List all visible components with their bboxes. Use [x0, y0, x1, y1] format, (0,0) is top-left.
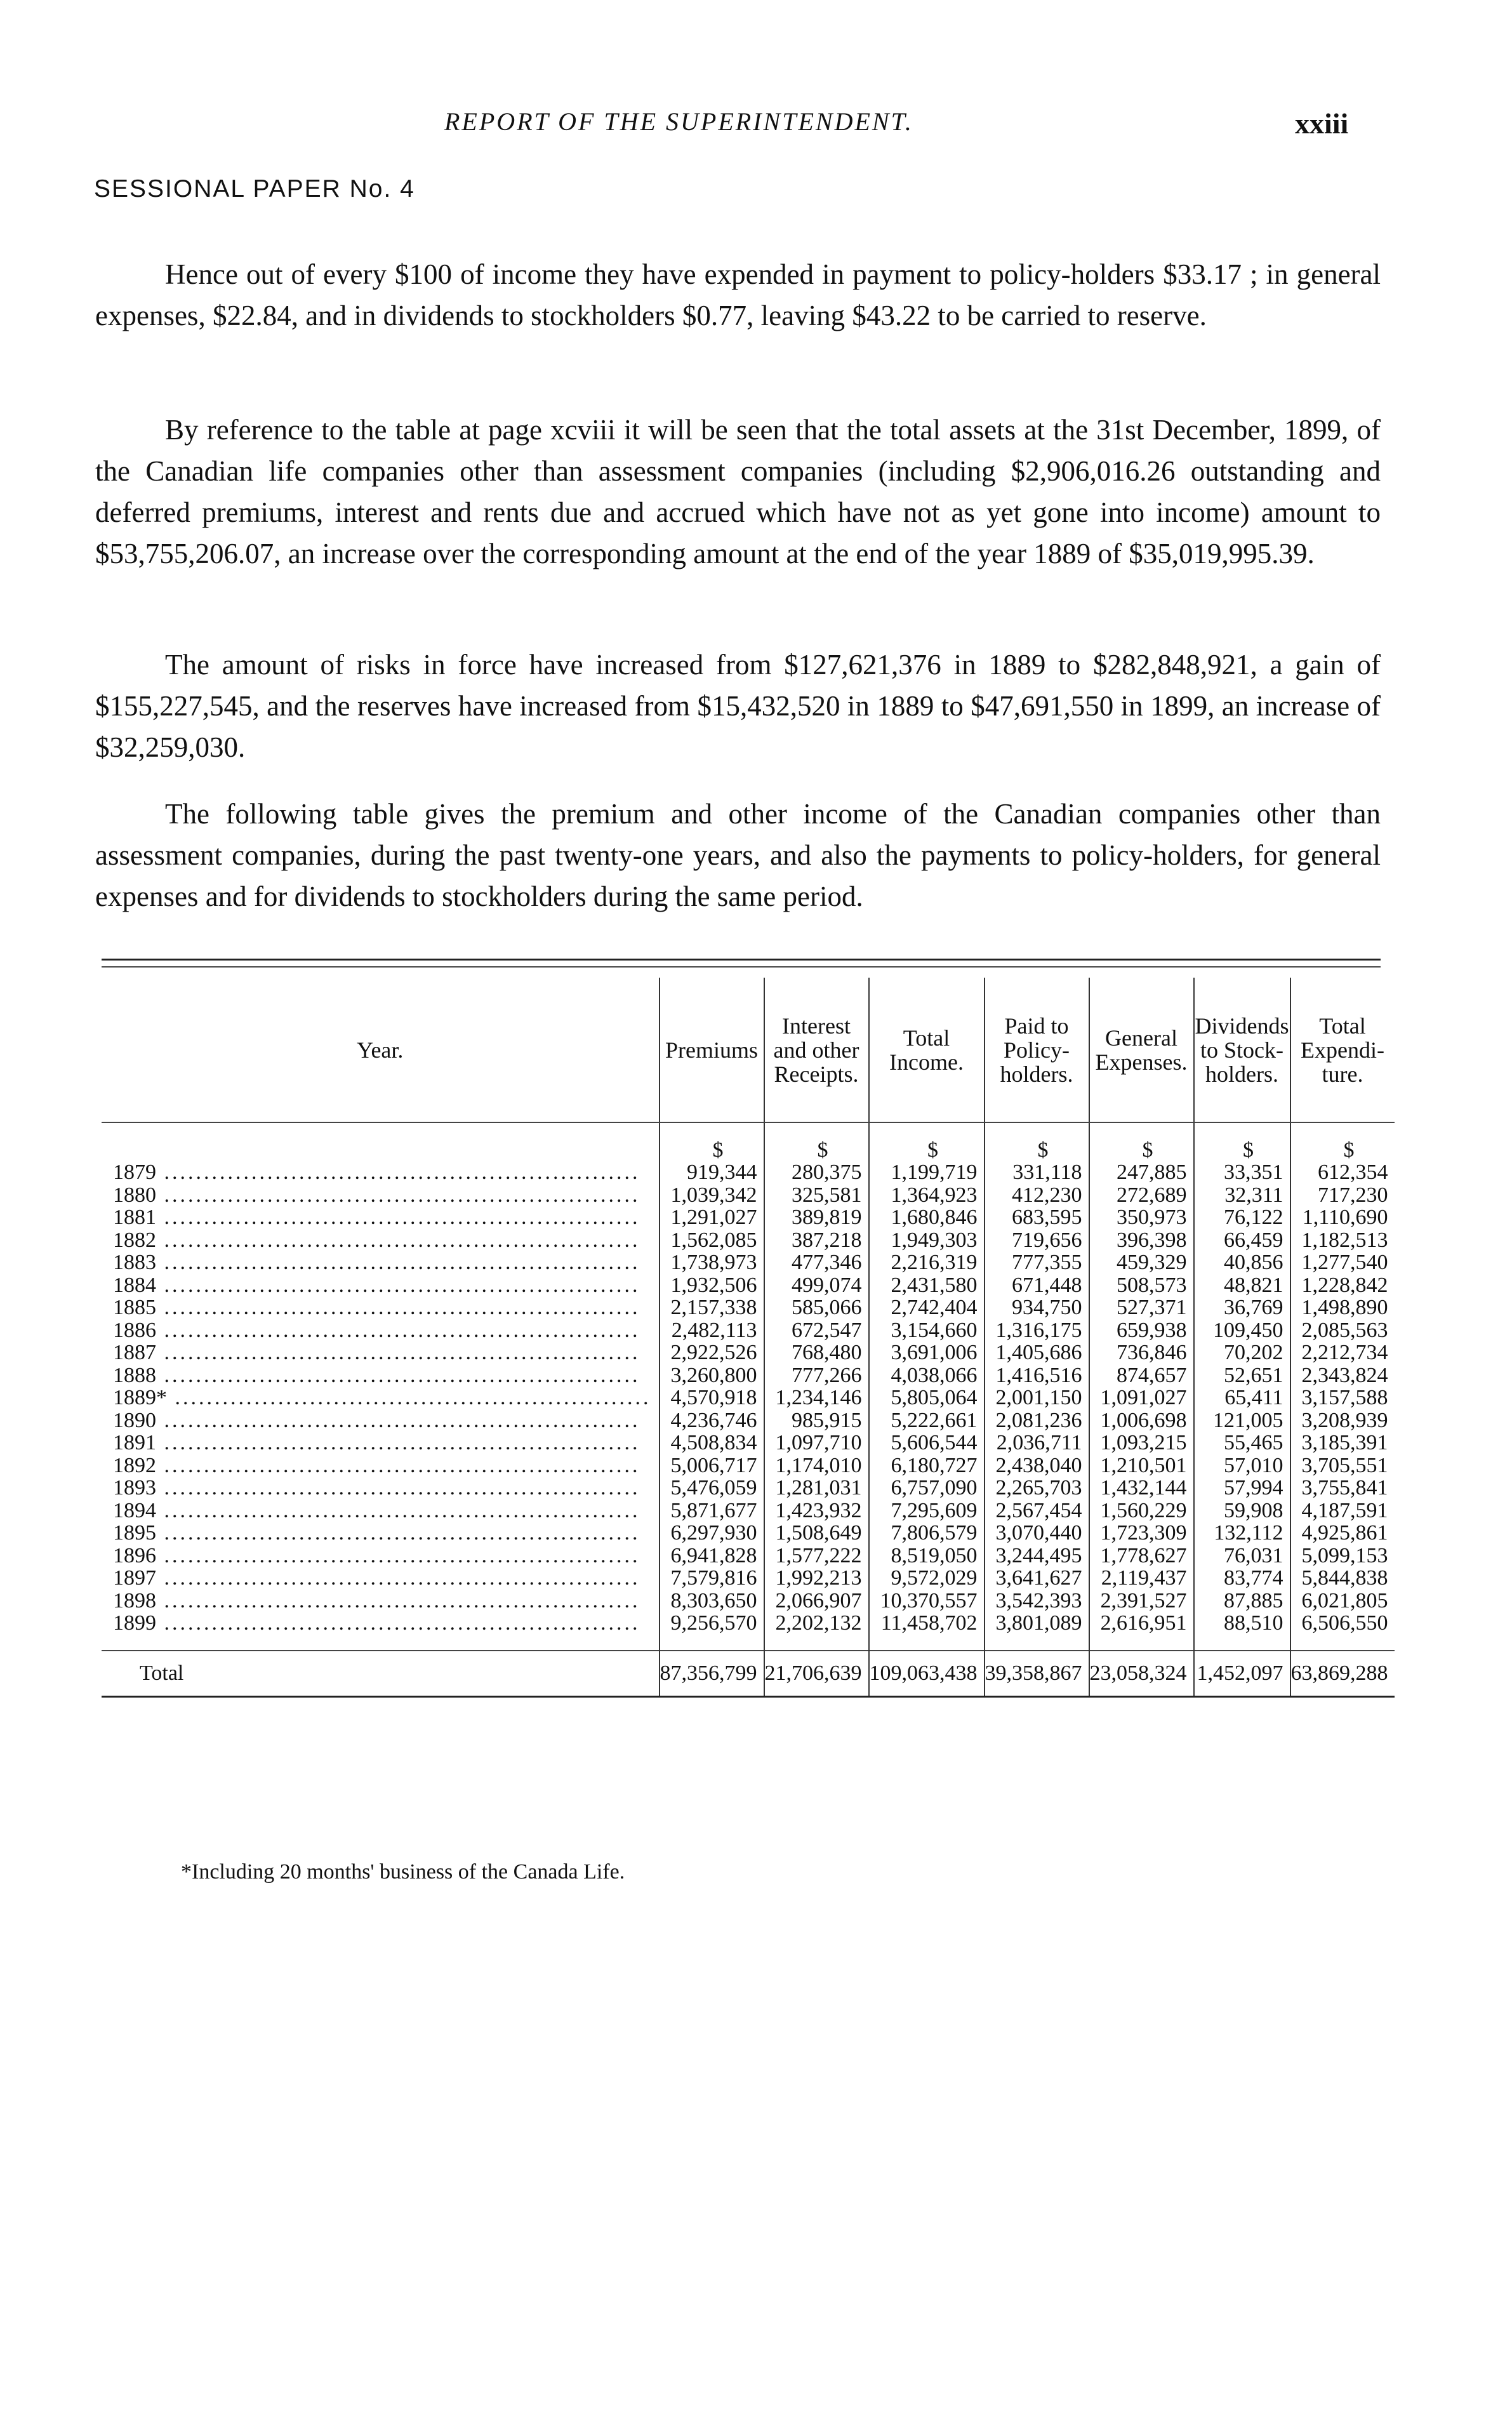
cell-interest: 477,346: [764, 1251, 869, 1274]
unit-cell: $: [1290, 1122, 1395, 1161]
table-header-row: [102, 978, 1395, 1122]
total-dividends: 1,452,097: [1194, 1651, 1290, 1697]
total-row: [102, 1651, 1395, 1697]
cell-premiums: 2,922,526: [660, 1341, 764, 1364]
table-row: [102, 1251, 1395, 1274]
cell-year: 1885 .....: [113, 1296, 640, 1319]
cell-premiums: 4,508,834: [660, 1432, 764, 1454]
cell-dividends: 66,459: [1194, 1229, 1290, 1252]
cell-paid-policyholders: 412,230: [985, 1184, 1089, 1207]
column-header-year: Year.: [102, 978, 660, 1122]
cell-general-expenses: 1,560,229: [1089, 1500, 1194, 1522]
table-row: [102, 1612, 1395, 1635]
running-header-title: REPORT OF THE SUPERINTENDENT.: [444, 107, 913, 136]
cell-paid-policyholders: 2,036,711: [985, 1432, 1089, 1454]
cell-total-income: 7,806,579: [869, 1522, 985, 1545]
cell-total-expenditure: 3,157,588: [1290, 1387, 1395, 1409]
cell-year-container: [102, 1454, 660, 1477]
cell-total-expenditure: 1,498,890: [1290, 1296, 1395, 1319]
cell-premiums: 2,482,113: [660, 1319, 764, 1342]
unit-cell: $: [869, 1122, 985, 1161]
cell-general-expenses: 350,973: [1089, 1206, 1194, 1229]
cell-paid-policyholders: 2,567,454: [985, 1500, 1089, 1522]
cell-year-container: [102, 1341, 660, 1364]
cell-interest: 768,480: [764, 1341, 869, 1364]
cell-dividends: 48,821: [1194, 1274, 1290, 1297]
cell-total-income: 1,364,923: [869, 1184, 985, 1207]
cell-premiums: 1,039,342: [660, 1184, 764, 1207]
cell-total-expenditure: 4,187,591: [1290, 1500, 1395, 1522]
total-income: 109,063,438: [869, 1651, 985, 1697]
cell-general-expenses: 1,432,144: [1089, 1477, 1194, 1500]
unit-cell-blank: [102, 1122, 660, 1161]
cell-year-container: [102, 1545, 660, 1567]
unit-cell: $: [1194, 1122, 1290, 1161]
cell-total-income: 5,805,064: [869, 1387, 985, 1409]
cell-total-income: 8,519,050: [869, 1545, 985, 1567]
cell-total-income: 11,458,702: [869, 1612, 985, 1635]
column-header-dividends: Dividends to Stock-holders.: [1194, 978, 1290, 1122]
cell-premiums: 8,303,650: [660, 1590, 764, 1613]
cell-dividends: 55,465: [1194, 1432, 1290, 1454]
cell-total-expenditure: 3,755,841: [1290, 1477, 1395, 1500]
cell-total-expenditure: 1,182,513: [1290, 1229, 1395, 1252]
table-row: [102, 1500, 1395, 1522]
cell-year-container: [102, 1184, 660, 1207]
total-interest: 21,706,639: [764, 1651, 869, 1697]
cell-year-container: [102, 1251, 660, 1274]
total-general-expenses: 23,058,324: [1089, 1651, 1194, 1697]
cell-year-container: [102, 1477, 660, 1500]
unit-row: [102, 1122, 1395, 1161]
cell-dividends: 36,769: [1194, 1296, 1290, 1319]
cell-general-expenses: 659,938: [1089, 1319, 1194, 1342]
cell-dividends: 59,908: [1194, 1500, 1290, 1522]
cell-premiums: 4,570,918: [660, 1387, 764, 1409]
cell-dividends: 132,112: [1194, 1522, 1290, 1545]
cell-year: 1887 .....: [113, 1341, 640, 1364]
cell-total-income: 10,370,557: [869, 1590, 985, 1613]
cell-premiums: 1,291,027: [660, 1206, 764, 1229]
cell-total-income: 6,180,727: [869, 1454, 985, 1477]
cell-total-income: 6,757,090: [869, 1477, 985, 1500]
cell-dividends: 88,510: [1194, 1612, 1290, 1635]
cell-year: 1897 .....: [113, 1567, 640, 1590]
cell-year: 1896 .....: [113, 1545, 640, 1567]
cell-paid-policyholders: 2,081,236: [985, 1409, 1089, 1432]
table-row: [102, 1522, 1395, 1545]
cell-interest: 1,174,010: [764, 1454, 869, 1477]
cell-total-expenditure: 3,705,551: [1290, 1454, 1395, 1477]
cell-year: 1880 .....: [113, 1184, 640, 1207]
column-header-general-expenses: General Expenses.: [1089, 978, 1194, 1122]
cell-total-expenditure: 2,343,824: [1290, 1364, 1395, 1387]
paragraph-risks-in-force: The amount of risks in force have increased from $127,621,376 in 1889 to $282,848,921, a gain of $155,227,545, and the reserves have increased from $15,432,520 in 1889 to $47,691,550 in 1899, an increase of $32,259,030.: [95, 649, 1381, 763]
table-row: [102, 1387, 1395, 1409]
unit-cell: $: [764, 1122, 869, 1161]
cell-paid-policyholders: 2,265,703: [985, 1477, 1089, 1500]
cell-paid-policyholders: 3,244,495: [985, 1545, 1089, 1567]
cell-total-expenditure: 6,506,550: [1290, 1612, 1395, 1635]
cell-premiums: 3,260,800: [660, 1364, 764, 1387]
cell-interest: 1,577,222: [764, 1545, 869, 1567]
unit-cell: $: [660, 1122, 764, 1161]
table-row: [102, 1319, 1395, 1342]
cell-interest: 2,202,132: [764, 1612, 869, 1635]
cell-total-expenditure: 3,185,391: [1290, 1432, 1395, 1454]
cell-total-expenditure: 2,212,734: [1290, 1341, 1395, 1364]
cell-dividends: 57,994: [1194, 1477, 1290, 1500]
total-expenditure: 63,869,288: [1290, 1651, 1395, 1697]
cell-general-expenses: 2,616,951: [1089, 1612, 1194, 1635]
cell-total-expenditure: 4,925,861: [1290, 1522, 1395, 1545]
cell-interest: 2,066,907: [764, 1590, 869, 1613]
cell-dividends: 83,774: [1194, 1567, 1290, 1590]
cell-dividends: 32,311: [1194, 1184, 1290, 1207]
cell-general-expenses: 396,398: [1089, 1229, 1194, 1252]
cell-interest: 1,423,932: [764, 1500, 869, 1522]
cell-general-expenses: 459,329: [1089, 1251, 1194, 1274]
cell-year-container: [102, 1612, 660, 1635]
table-row: [102, 1274, 1395, 1297]
paragraph-table-intro: The following table gives the premium and other income of the Canadian companies other than assessment companies, during the past twenty-one years, and also the payments to policy-holders, for general expenses and for dividends to stockholders during the same period.: [95, 798, 1381, 912]
cell-general-expenses: 2,391,527: [1089, 1590, 1194, 1613]
column-header-total-income: Total Income.: [869, 978, 985, 1122]
cell-premiums: 5,006,717: [660, 1454, 764, 1477]
cell-interest: 985,915: [764, 1409, 869, 1432]
cell-total-expenditure: 5,099,153: [1290, 1545, 1395, 1567]
column-header-interest: Interest and other Receipts.: [764, 978, 869, 1122]
table-row: [102, 1341, 1395, 1364]
table-row: [102, 1454, 1395, 1477]
table-row: [102, 1545, 1395, 1567]
cell-interest: 1,281,031: [764, 1477, 869, 1500]
cell-interest: 387,218: [764, 1229, 869, 1252]
cell-interest: 1,992,213: [764, 1567, 869, 1590]
column-header-premiums: Premiums: [660, 978, 764, 1122]
cell-year-container: [102, 1387, 660, 1409]
cell-dividends: 52,651: [1194, 1364, 1290, 1387]
cell-year-container: [102, 1206, 660, 1229]
cell-total-expenditure: 6,021,805: [1290, 1590, 1395, 1613]
cell-year: 1888 .....: [113, 1364, 640, 1387]
cell-premiums: 4,236,746: [660, 1409, 764, 1432]
cell-year: 1894 .....: [113, 1500, 640, 1522]
cell-year-container: [102, 1567, 660, 1590]
cell-total-income: 7,295,609: [869, 1500, 985, 1522]
cell-premiums: 919,344: [660, 1161, 764, 1184]
table-row: [102, 1161, 1395, 1184]
cell-total-income: 3,154,660: [869, 1319, 985, 1342]
spacer-row: [102, 1635, 1395, 1651]
cell-interest: 585,066: [764, 1296, 869, 1319]
cell-premiums: 2,157,338: [660, 1296, 764, 1319]
cell-general-expenses: 2,119,437: [1089, 1567, 1194, 1590]
sessional-paper-label: SESSIONAL PAPER No. 4: [94, 175, 415, 203]
table-row: [102, 1409, 1395, 1432]
cell-paid-policyholders: 2,438,040: [985, 1454, 1089, 1477]
cell-year: 1886 .....: [113, 1319, 640, 1342]
cell-year: 1884 .....: [113, 1274, 640, 1297]
footnote: *Including 20 months' business of the Canada Life.: [181, 1860, 625, 1884]
cell-year-container: [102, 1522, 660, 1545]
income-expenditure-table: [102, 978, 1395, 1698]
cell-year: 1893 .....: [113, 1477, 640, 1500]
cell-premiums: 1,932,506: [660, 1274, 764, 1297]
table-row: [102, 1229, 1395, 1252]
cell-premiums: 1,562,085: [660, 1229, 764, 1252]
cell-general-expenses: 272,689: [1089, 1184, 1194, 1207]
cell-premiums: 5,871,677: [660, 1500, 764, 1522]
cell-general-expenses: 1,091,027: [1089, 1387, 1194, 1409]
cell-total-income: 9,572,029: [869, 1567, 985, 1590]
cell-general-expenses: 1,778,627: [1089, 1545, 1194, 1567]
cell-premiums: 5,476,059: [660, 1477, 764, 1500]
unit-cell: $: [985, 1122, 1089, 1161]
cell-year-container: [102, 1319, 660, 1342]
cell-total-expenditure: 612,354: [1290, 1161, 1395, 1184]
cell-total-expenditure: 1,277,540: [1290, 1251, 1395, 1274]
cell-total-income: 4,038,066: [869, 1364, 985, 1387]
table-top-rule-thin: [102, 966, 1381, 968]
cell-year-container: [102, 1432, 660, 1454]
cell-dividends: 76,122: [1194, 1206, 1290, 1229]
cell-dividends: 109,450: [1194, 1319, 1290, 1342]
cell-general-expenses: 1,006,698: [1089, 1409, 1194, 1432]
cell-interest: 1,508,649: [764, 1522, 869, 1545]
cell-dividends: 87,885: [1194, 1590, 1290, 1613]
cell-general-expenses: 1,723,309: [1089, 1522, 1194, 1545]
cell-year: 1882 .....: [113, 1229, 640, 1252]
cell-year: 1890 .....: [113, 1409, 640, 1432]
cell-year-container: [102, 1590, 660, 1613]
cell-year: 1898 .....: [113, 1590, 640, 1613]
cell-total-income: 5,222,661: [869, 1409, 985, 1432]
cell-paid-policyholders: 2,001,150: [985, 1387, 1089, 1409]
cell-dividends: 57,010: [1194, 1454, 1290, 1477]
cell-total-expenditure: 1,110,690: [1290, 1206, 1395, 1229]
cell-premiums: 6,941,828: [660, 1545, 764, 1567]
cell-premiums: 9,256,570: [660, 1612, 764, 1635]
cell-total-expenditure: 2,085,563: [1290, 1319, 1395, 1342]
table-row: [102, 1184, 1395, 1207]
cell-year-container: [102, 1274, 660, 1297]
cell-interest: 389,819: [764, 1206, 869, 1229]
cell-year: 1879 .....: [113, 1161, 640, 1184]
cell-interest: 672,547: [764, 1319, 869, 1342]
cell-year: 1892 .....: [113, 1454, 640, 1477]
cell-interest: 499,074: [764, 1274, 869, 1297]
cell-premiums: 1,738,973: [660, 1251, 764, 1274]
cell-year: 1895 .....: [113, 1522, 640, 1545]
cell-total-expenditure: 5,844,838: [1290, 1567, 1395, 1590]
table-row: [102, 1567, 1395, 1590]
unit-cell: $: [1089, 1122, 1194, 1161]
cell-total-income: 2,742,404: [869, 1296, 985, 1319]
cell-interest: 1,234,146: [764, 1387, 869, 1409]
cell-total-income: 2,431,580: [869, 1274, 985, 1297]
cell-dividends: 121,005: [1194, 1409, 1290, 1432]
column-header-total-expenditure: Total Expendi-ture.: [1290, 978, 1395, 1122]
cell-paid-policyholders: 719,656: [985, 1229, 1089, 1252]
cell-total-income: 3,691,006: [869, 1341, 985, 1364]
cell-interest: 777,266: [764, 1364, 869, 1387]
cell-year: 1891 .....: [113, 1432, 640, 1454]
total-label: Total: [102, 1651, 660, 1697]
cell-total-income: 5,606,544: [869, 1432, 985, 1454]
cell-total-expenditure: 3,208,939: [1290, 1409, 1395, 1432]
total-premiums: 87,356,799: [660, 1651, 764, 1697]
cell-total-income: 1,680,846: [869, 1206, 985, 1229]
cell-year-container: [102, 1364, 660, 1387]
cell-general-expenses: 1,093,215: [1089, 1432, 1194, 1454]
cell-year: 1899 .....: [113, 1612, 640, 1635]
cell-general-expenses: 508,573: [1089, 1274, 1194, 1297]
table-row: [102, 1590, 1395, 1613]
cell-paid-policyholders: 1,316,175: [985, 1319, 1089, 1342]
cell-paid-policyholders: 1,416,516: [985, 1364, 1089, 1387]
cell-paid-policyholders: 1,405,686: [985, 1341, 1089, 1364]
cell-paid-policyholders: 3,801,089: [985, 1612, 1089, 1635]
cell-year: 1889* .....: [113, 1387, 651, 1409]
cell-dividends: 76,031: [1194, 1545, 1290, 1567]
cell-year-container: [102, 1161, 660, 1184]
table-row: [102, 1364, 1395, 1387]
cell-year: 1881 .....: [113, 1206, 640, 1229]
cell-general-expenses: 874,657: [1089, 1364, 1194, 1387]
paragraph-expenditure-ratio: Hence out of every $100 of income they have expended in payment to policy-holders $33.17 ; in general expenses, $22.84, and in dividends to stockholders $0.77, leaving $43.22 to be carried to reserve.: [95, 258, 1381, 331]
cell-interest: 1,097,710: [764, 1432, 869, 1454]
cell-year-container: [102, 1229, 660, 1252]
page-number: xxiii: [1295, 107, 1349, 140]
cell-paid-policyholders: 3,641,627: [985, 1567, 1089, 1590]
cell-general-expenses: 736,846: [1089, 1341, 1194, 1364]
column-header-paid-policyholders: Paid to Policy-holders.: [985, 978, 1089, 1122]
cell-premiums: 7,579,816: [660, 1567, 764, 1590]
paragraph-total-assets: By reference to the table at page xcviii it will be seen that the total assets at the 31st December, 1899, of the Canadian life companies other than assessment companies (including $2,906,016.26 outstanding and deferred premiums, interest and rents due and accrued which have not as yet gone into income) amount to $53,755,206.07, an increase over the corresponding amount at the end of the year 1889 of $35,019,995.39.: [95, 414, 1381, 569]
cell-paid-policyholders: 777,355: [985, 1251, 1089, 1274]
cell-total-expenditure: 1,228,842: [1290, 1274, 1395, 1297]
cell-total-income: 1,949,303: [869, 1229, 985, 1252]
table-row: [102, 1477, 1395, 1500]
table-row: [102, 1206, 1395, 1229]
cell-paid-policyholders: 683,595: [985, 1206, 1089, 1229]
cell-dividends: 33,351: [1194, 1161, 1290, 1184]
cell-premiums: 6,297,930: [660, 1522, 764, 1545]
cell-year-container: [102, 1500, 660, 1522]
total-paid-policyholders: 39,358,867: [985, 1651, 1089, 1697]
cell-paid-policyholders: 3,070,440: [985, 1522, 1089, 1545]
cell-dividends: 40,856: [1194, 1251, 1290, 1274]
table-row: [102, 1432, 1395, 1454]
cell-year-container: [102, 1296, 660, 1319]
cell-dividends: 70,202: [1194, 1341, 1290, 1364]
cell-year: 1883 .....: [113, 1251, 640, 1274]
table-row: [102, 1296, 1395, 1319]
cell-interest: 325,581: [764, 1184, 869, 1207]
cell-paid-policyholders: 671,448: [985, 1274, 1089, 1297]
table-top-rule: [102, 959, 1381, 961]
cell-interest: 280,375: [764, 1161, 869, 1184]
cell-general-expenses: 527,371: [1089, 1296, 1194, 1319]
cell-paid-policyholders: 934,750: [985, 1296, 1089, 1319]
cell-dividends: 65,411: [1194, 1387, 1290, 1409]
cell-total-income: 2,216,319: [869, 1251, 985, 1274]
cell-year-container: [102, 1409, 660, 1432]
cell-total-income: 1,199,719: [869, 1161, 985, 1184]
cell-paid-policyholders: 331,118: [985, 1161, 1089, 1184]
cell-general-expenses: 1,210,501: [1089, 1454, 1194, 1477]
cell-paid-policyholders: 3,542,393: [985, 1590, 1089, 1613]
cell-general-expenses: 247,885: [1089, 1161, 1194, 1184]
cell-total-expenditure: 717,230: [1290, 1184, 1395, 1207]
